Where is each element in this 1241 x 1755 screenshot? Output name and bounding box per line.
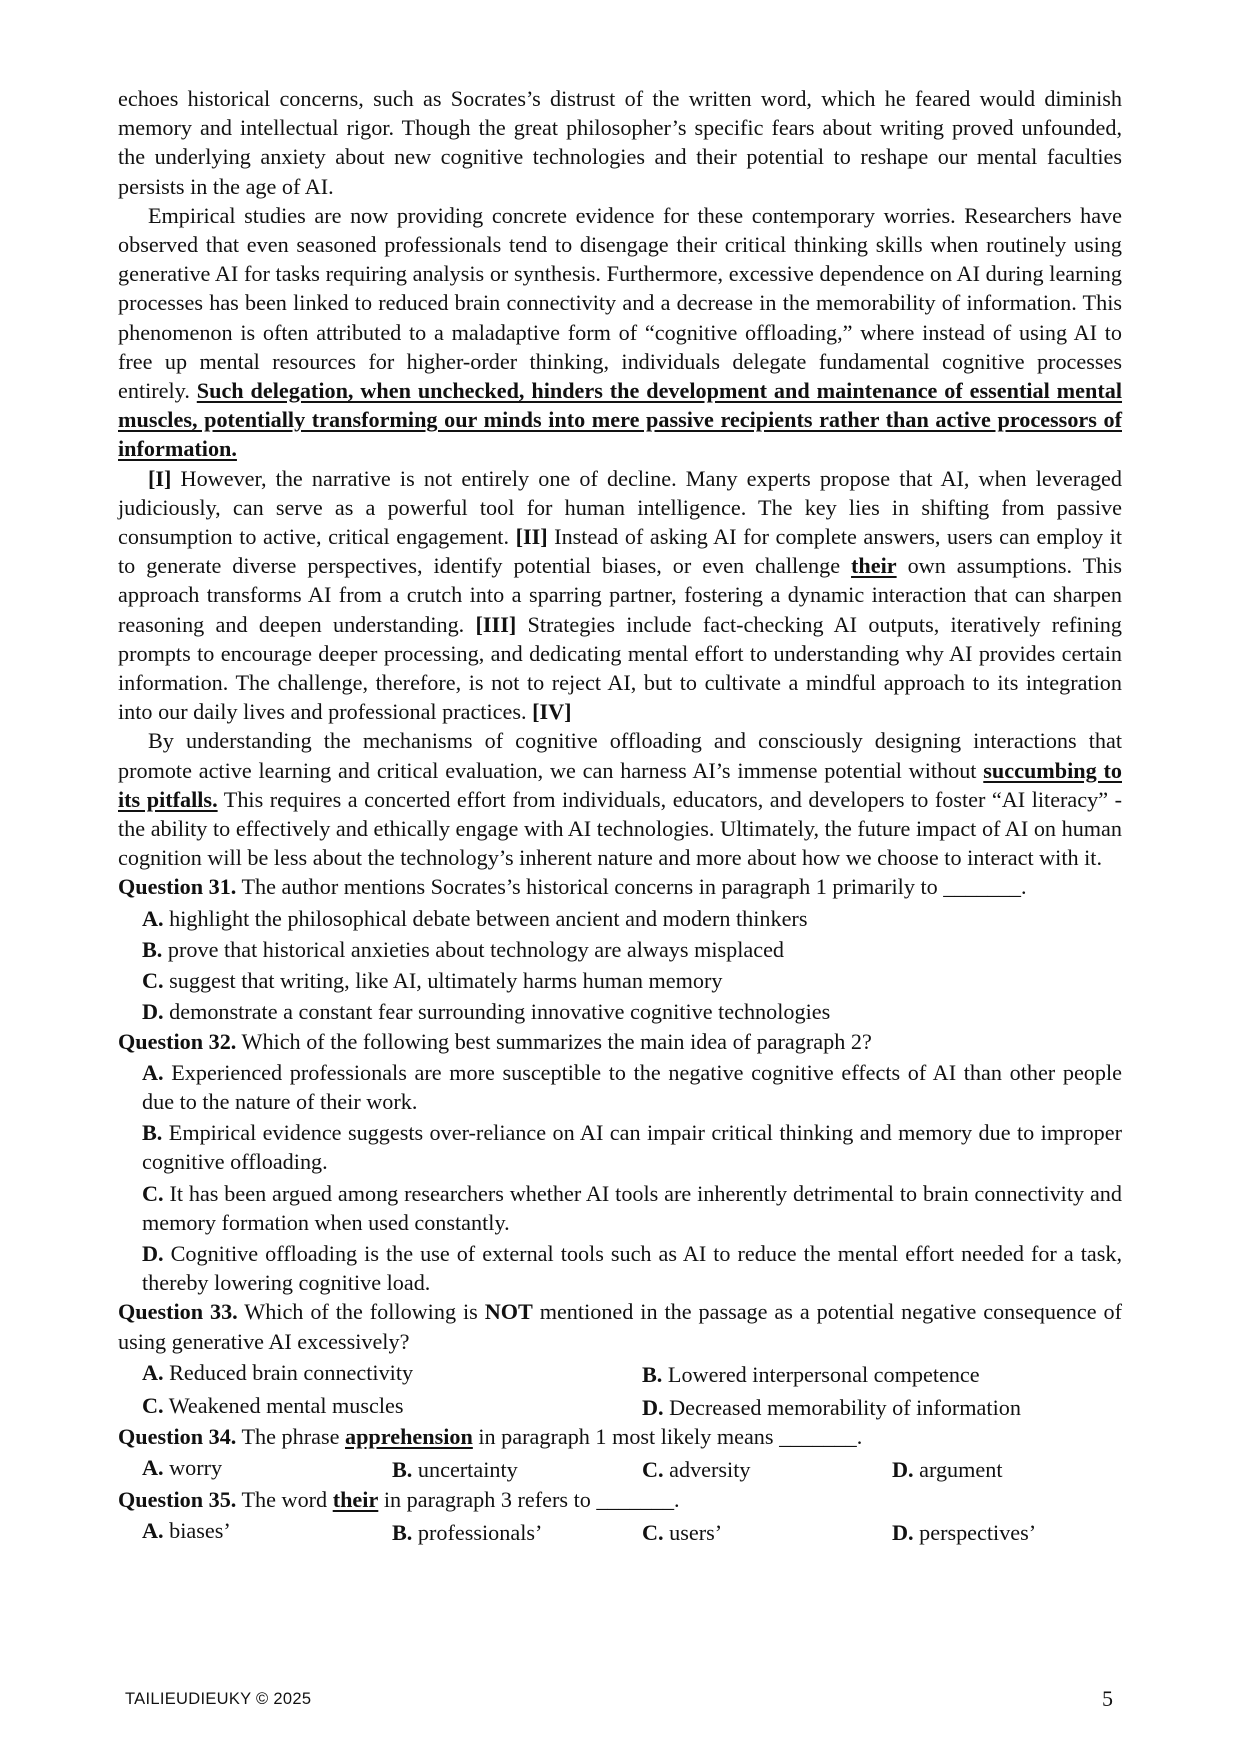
option-d[interactable]: D. Cognitive offloading is the use of external tools such as AI to reduce the mental effort needed for a task, thereby lowering cognitive load. <box>142 1240 1122 1296</box>
question-33-options-row-1 <box>118 1358 1122 1389</box>
option-a[interactable]: A. Experienced professionals are more susceptible to the negative cognitive effects of AI than other people due to the nature of their work. <box>142 1059 1122 1114</box>
question-31-options <box>118 904 1122 1027</box>
question-32: Question 32. Which of the following best summarizes the main idea of paragraph 2? <box>118 1028 872 1054</box>
question-31: Question 31. The author mentions Socrates’s historical concerns in paragraph 1 primarily to _______. <box>118 874 1027 900</box>
reading-passage <box>118 84 1122 1547</box>
option-c[interactable]: C. suggest that writing, like AI, ultimately harms human memory <box>142 968 723 994</box>
option-b[interactable]: B. prove that historical anxieties about technology are always misplaced <box>142 936 785 962</box>
question-35-options <box>118 1516 1122 1547</box>
option-a[interactable]: A. highlight the philosophical debate between ancient and modern thinkers <box>142 905 808 931</box>
footer-brand: TAILIEUDIEUKY © 2025 <box>125 1690 312 1708</box>
question-34-options <box>118 1453 1122 1484</box>
option-c[interactable]: C. Weakened mental muscles <box>142 1392 404 1418</box>
paragraph-4: By understanding the mechanisms of cognitive offloading and consciously designing interactions that promote active learning and critical evaluation, we can harness AI’s immense potential without succumbing to its pitfalls. This requires a concerted effort from individuals, educators, and developers to foster “AI literacy” - the ability to effectively and ethically engage with AI technologies. Ultimately, the future impact of AI on human cognition will be less about the technology’s inherent nature and more about how we choose to interact with it. <box>118 728 1122 871</box>
option-d[interactable]: D. demonstrate a constant fear surrounding innovative cognitive technologies <box>142 999 831 1025</box>
underlined-sentence: Such delegation, when unchecked, hinders the development and maintenance of essential mental muscles, potentially transforming our minds into mere passive recipients rather than active processors of information. <box>118 378 1123 462</box>
marker-ii: [II] <box>515 524 548 550</box>
underlined-word-their: their <box>332 1486 379 1512</box>
marker-iii: [III] <box>475 611 517 637</box>
option-b[interactable]: B. uncertainty <box>392 1457 518 1483</box>
option-d[interactable]: D. argument <box>892 1457 1003 1483</box>
paragraph-1: echoes historical concerns, such as Socrates’s distrust of the written word, which he feared would diminish memory and intellectual rigor. Though the great philosopher’s specific fears about writing proved unfounded, the underlying anxiety about new cognitive technologies and their potential to reshape our mental faculties persists in the age of AI. <box>118 86 1122 199</box>
marker-i: [I] <box>148 465 172 491</box>
option-b[interactable]: B. professionals’ <box>392 1519 543 1545</box>
paragraph-3: [I] However, the narrative is not entirely one of decline. Many experts propose that AI, when leveraged judiciously, can serve as a powerful tool for human intelligence. The key lies in shifting from passive consumption to active, critical engagement. [II] Instead of asking AI for complete answers, users can employ it to generate diverse perspectives, identify potential biases, or even challenge their own assumptions. This approach transforms AI from a crutch into a sparring partner, fostering a dynamic interaction that can sharpen reasoning and deepen understanding. [III] Strategies include fact-checking AI outputs, iteratively refining prompts to encourage deeper processing, and dedicating mental effort to understanding why AI provides certain information. The challenge, therefore, is not to reject AI, but to cultivate a mindful approach to its integration into our daily lives and professional practices. [IV] <box>118 465 1123 725</box>
option-a[interactable]: A. worry <box>142 1455 223 1481</box>
paragraph-2: Empirical studies are now providing concrete evidence for these contemporary worries. Researchers have observed that even seasoned professionals tend to disengage their critical thinking skills when routinely using generative AI for tasks requiring analysis or synthesis. Furthermore, excessive dependence on AI during learning processes has been linked to reduced brain connectivity and a decrease in the memorability of information. This phenomenon is often attributed to a maladaptive form of “cognitive offloading,” where instead of using AI to free up mental resources for higher-order thinking, individuals delegate fundamental cognitive processes entirely. Such delegation, when unchecked, hinders the development and maintenance of essential mental muscles, potentially transforming our minds into mere passive recipients rather than active processors of information. <box>118 202 1123 462</box>
underlined-word-their: their <box>851 553 897 579</box>
underlined-word-apprehension: apprehension <box>345 1424 473 1450</box>
option-a[interactable]: A. Reduced brain connectivity <box>142 1359 414 1385</box>
marker-iv: [IV] <box>532 699 572 725</box>
underlined-phrase: succumbing to its pitfalls. <box>118 757 1122 812</box>
option-c[interactable]: C. users’ <box>642 1519 723 1545</box>
option-d[interactable]: D. perspectives’ <box>892 1519 1037 1545</box>
question-35: Question 35. The word their in paragraph 3 refers to _______. <box>118 1486 680 1512</box>
question-33: Question 33. Which of the following is NOT mentioned in the passage as a potential negative consequence of using generative AI excessively? <box>118 1299 1122 1354</box>
option-b[interactable]: B. Empirical evidence suggests over-reliance on AI can impair critical thinking and memory due to improper cognitive offloading. <box>142 1120 1122 1175</box>
question-33-options-row-2 <box>118 1391 1122 1422</box>
option-a[interactable]: A. biases’ <box>142 1517 231 1543</box>
question-34: Question 34. The phrase apprehension in paragraph 1 most likely means _______. <box>118 1424 863 1450</box>
option-c[interactable]: C. adversity <box>642 1457 751 1483</box>
page-number: 5 <box>1102 1686 1113 1711</box>
question-32-options <box>118 1058 1122 1298</box>
option-b[interactable]: B. Lowered interpersonal competence <box>642 1361 980 1387</box>
option-c[interactable]: C. It has been argued among researchers whether AI tools are inherently detrimental to brain connectivity and memory formation when used constantly. <box>142 1180 1122 1235</box>
not-emphasis: NOT <box>484 1299 533 1325</box>
option-d[interactable]: D. Decreased memorability of information <box>642 1394 1021 1420</box>
